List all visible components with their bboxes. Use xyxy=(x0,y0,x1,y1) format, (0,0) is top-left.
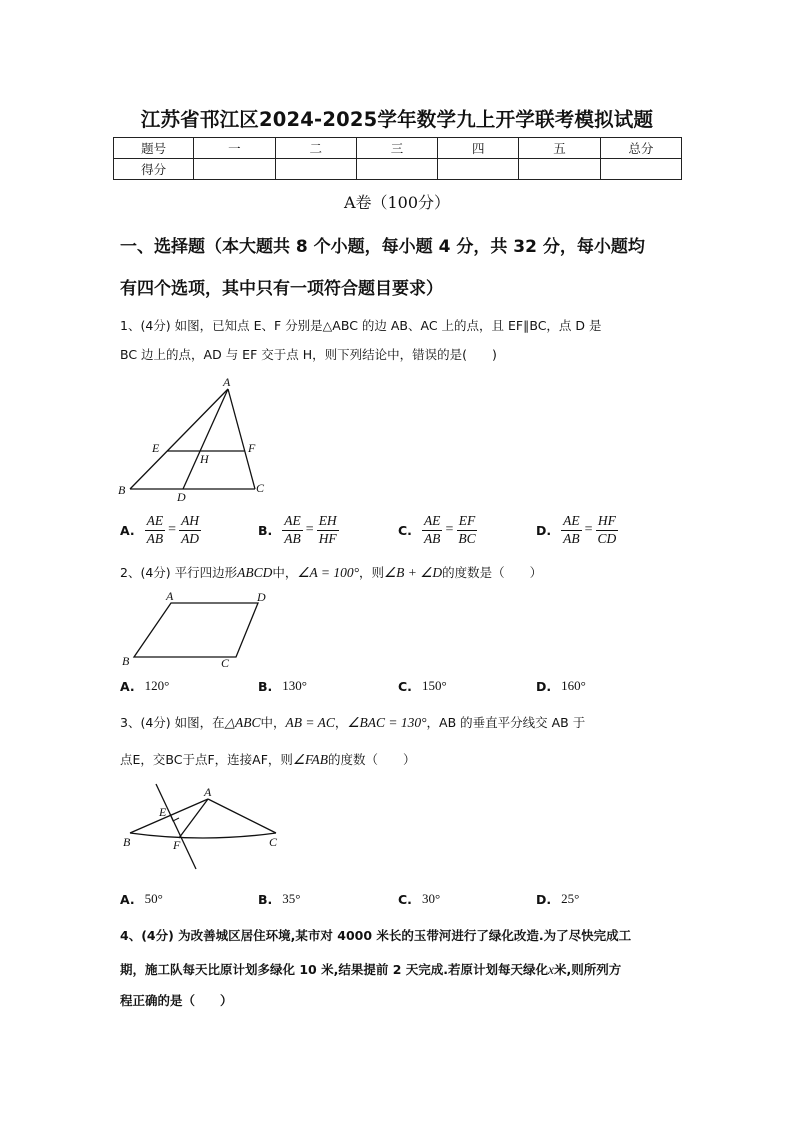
part1-heading-line2: 有四个选项，其中只有一项符合题目要求） xyxy=(120,279,443,299)
q2-shape: ABCD xyxy=(237,565,273,580)
q1-text-line2: BC 边上的点，AD 与 EF 交于点 H，则下列结论中，错误的是( ) xyxy=(120,347,497,362)
q3-suffix: ，AB 的垂直平分线交 AB 于 xyxy=(426,715,586,730)
option-value: 30° xyxy=(421,891,441,906)
point-label-c: C xyxy=(269,835,278,849)
point-label-d: D xyxy=(177,490,186,504)
option-value: 150° xyxy=(421,678,447,693)
fraction-denominator: BC xyxy=(458,530,476,546)
score-cell xyxy=(519,159,600,180)
option-label: C. xyxy=(398,891,412,907)
option-label: A. xyxy=(120,678,135,694)
fraction xyxy=(596,514,619,547)
q3-text-line2 xyxy=(120,750,416,768)
fraction-numerator: AE xyxy=(561,514,582,531)
q2-mid1: 中， xyxy=(272,565,298,580)
q3-line2-suffix: 的度数（ ） xyxy=(328,752,416,767)
point-label-f: F xyxy=(173,838,181,852)
option-label: D. xyxy=(536,522,552,538)
score-header-cell: 四 xyxy=(438,138,519,159)
fraction-denominator: AB xyxy=(563,530,580,546)
point-label-a: A xyxy=(223,375,231,389)
equals-sign: = xyxy=(584,522,593,538)
part1-heading-line1: 一、选择题（本大题共 8 个小题，每小题 4 分，共 32 分，每小题均 xyxy=(120,237,645,257)
score-table xyxy=(113,137,682,180)
fraction-numerator: HF xyxy=(596,514,618,531)
q2-figure xyxy=(118,587,278,672)
point-label-h: H xyxy=(200,452,209,466)
fraction-numerator: AE xyxy=(282,514,303,531)
q3-mid2: ， xyxy=(334,715,348,730)
q3-figure xyxy=(118,776,293,876)
option-value: 35° xyxy=(282,891,301,906)
fraction xyxy=(561,514,582,547)
line-ac xyxy=(208,799,276,833)
fraction-denominator: CD xyxy=(597,530,617,546)
score-cell xyxy=(194,159,275,180)
q2-angle-expr: ∠A = 100° xyxy=(297,565,360,580)
fraction-numerator: EH xyxy=(317,514,339,531)
q3-option-b[interactable] xyxy=(258,891,300,907)
q3-text-line1 xyxy=(120,713,585,731)
point-label-b: B xyxy=(123,835,131,849)
fraction-denominator: AD xyxy=(181,530,200,546)
q3-eq2: ∠BAC = 130° xyxy=(347,715,427,730)
q3-triangle: △ABC xyxy=(224,715,261,730)
fraction xyxy=(317,514,339,547)
line-ab xyxy=(130,799,208,833)
score-header-cell: 三 xyxy=(356,138,437,159)
option-label: B. xyxy=(258,891,273,907)
point-label-e: E xyxy=(152,441,160,455)
equals-sign: = xyxy=(305,522,314,538)
q3-option-d[interactable] xyxy=(536,891,579,907)
fraction xyxy=(422,514,443,547)
fraction-denominator: AB xyxy=(146,530,164,546)
page-title: 江苏省邗江区2024-2025学年数学九上开学联考模拟试题 xyxy=(140,108,654,131)
score-cell xyxy=(600,159,681,180)
q2-option-c[interactable] xyxy=(398,678,447,694)
parallelogram-abcd xyxy=(134,603,258,657)
point-label-c: C xyxy=(221,656,230,670)
fraction-denominator: HF xyxy=(318,530,337,546)
q4-line2-suffix: 米,则所列方 xyxy=(554,962,622,977)
q2-suffix: 的度数是（ ） xyxy=(442,565,543,580)
point-label-b: B xyxy=(118,483,126,497)
score-header-cell: 一 xyxy=(194,138,275,159)
q2-option-d[interactable] xyxy=(536,678,586,694)
fraction xyxy=(179,514,201,547)
fraction-denominator: AB xyxy=(423,530,441,546)
score-cell xyxy=(438,159,519,180)
q4-text-line3: 程正确的是（ ） xyxy=(120,993,233,1008)
option-label: C. xyxy=(398,522,412,538)
q1-option-d[interactable] xyxy=(536,514,618,547)
score-cell xyxy=(275,159,356,180)
option-value: 160° xyxy=(561,678,586,693)
q4-text-line1: 4、(4分) 为改善城区居住环境,某市对 4000 米长的玉带河进行了绿化改造.为了尽快完成工 xyxy=(120,928,632,943)
option-value: 50° xyxy=(144,891,163,906)
fraction-numerator: AE xyxy=(422,514,443,531)
score-table-header-row xyxy=(114,138,682,159)
fraction-numerator: AE xyxy=(145,514,166,531)
line-ad xyxy=(183,389,228,489)
q1-figure xyxy=(110,372,270,507)
option-label: B. xyxy=(258,522,273,538)
fraction-numerator: EF xyxy=(457,514,478,531)
q2-text xyxy=(120,563,542,581)
option-label: C. xyxy=(398,678,412,694)
q1-text-line1: 1、(4分) 如图，已知点 E、F 分别是△ABC 的边 AB、AC 上的点，且 EF∥BC，点 D 是 xyxy=(120,318,602,333)
q3-angle: ∠FAB xyxy=(292,752,329,767)
score-header-cell: 二 xyxy=(275,138,356,159)
point-label-f: F xyxy=(248,441,256,455)
q3-mid1: 中， xyxy=(260,715,286,730)
option-value: 25° xyxy=(561,891,580,906)
fraction xyxy=(282,514,303,547)
q2-option-a[interactable] xyxy=(120,678,169,694)
score-row-label: 得分 xyxy=(114,159,194,180)
q3-option-a[interactable] xyxy=(120,891,163,907)
score-header-cell: 总分 xyxy=(600,138,681,159)
point-label-a: A xyxy=(166,589,174,603)
line-bc xyxy=(130,833,276,838)
q3-option-c[interactable] xyxy=(398,891,440,907)
point-label-a: A xyxy=(204,785,212,799)
point-label-b: B xyxy=(122,654,130,668)
q2-sum-expr: ∠B + ∠D xyxy=(384,565,443,580)
option-value: 120° xyxy=(144,678,170,693)
option-value: 130° xyxy=(282,678,307,693)
q2-mid2: ，则 xyxy=(359,565,385,580)
q3-eq1: AB = AC xyxy=(285,715,335,730)
q4-variable: x xyxy=(548,962,554,977)
equals-sign: = xyxy=(168,522,177,538)
point-label-c: C xyxy=(256,481,265,495)
option-label: A. xyxy=(120,891,135,907)
line-ab xyxy=(130,389,228,489)
option-label: D. xyxy=(536,678,552,694)
fraction xyxy=(456,514,477,547)
option-label: D. xyxy=(536,891,552,907)
q2-option-b[interactable] xyxy=(258,678,307,694)
option-label: B. xyxy=(258,678,273,694)
q3-line2-prefix: 点E，交BC于点F，连接AF，则 xyxy=(120,752,293,767)
score-cell xyxy=(356,159,437,180)
option-label: A. xyxy=(120,522,135,538)
q1-option-a[interactable] xyxy=(120,514,201,547)
fraction-denominator: AB xyxy=(284,530,301,546)
q3-prefix: 3、(4分) 如图，在 xyxy=(120,715,225,730)
score-table-score-row xyxy=(114,159,682,180)
point-label-e: E xyxy=(159,805,167,819)
score-header-cell: 题号 xyxy=(114,138,194,159)
q1-option-b[interactable] xyxy=(258,514,339,547)
q4-line2-prefix: 期，施工队每天比原计划多绿化 10 米,结果提前 2 天完成.若原计划每天绿化 xyxy=(120,962,548,977)
line-ac xyxy=(228,389,255,489)
q2-prefix: 2、(4分) 平行四边形 xyxy=(120,565,238,580)
perpendicular-bisector xyxy=(156,784,196,869)
fraction-numerator: AH xyxy=(179,514,201,531)
q4-text-line2 xyxy=(120,960,621,978)
equals-sign: = xyxy=(445,522,454,538)
q1-option-c[interactable] xyxy=(398,514,478,547)
section-title: A卷（100分） xyxy=(343,193,451,212)
score-header-cell: 五 xyxy=(519,138,600,159)
fraction xyxy=(145,514,166,547)
point-label-d: D xyxy=(257,590,266,604)
